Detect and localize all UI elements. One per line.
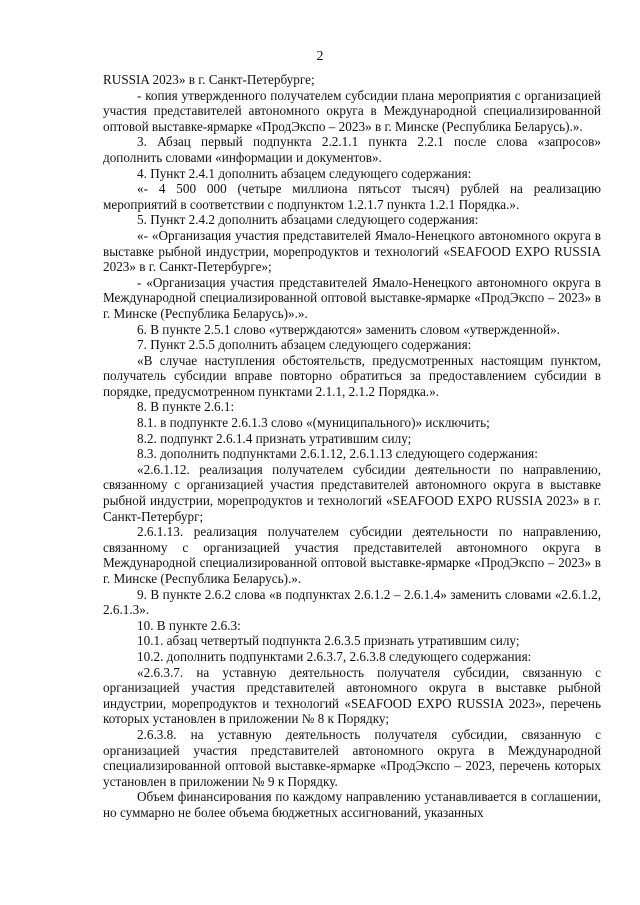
paragraph: 2.6.3.8. на уставную деятельность получателя субсидии, связанную с организацией участия представителей автономного округа в Международной специализированной оптовой выставке-ярмарке «ПродЭкспо – 2023, перечень которых установлен в приложении № 9 к Порядку.	[103, 726, 601, 789]
paragraph: «В случае наступления обстоятельств, предусмотренных настоящим пунктом, получатель субсидии вправе повторно обратиться за предоставлением субсидии в порядке, предусмотренном пунктами 2.1.1, 2.1.2 Порядка.».	[103, 352, 601, 399]
paragraph: 4. Пункт 2.4.1 дополнить абзацем следующего содержания:	[137, 165, 472, 181]
paragraph: 8.2. подпункт 2.6.1.4 признать утратившим силу;	[137, 430, 412, 446]
document-body	[103, 72, 601, 821]
page-number: 2	[316, 49, 324, 64]
paragraph: 9. В пункте 2.6.2 слова «в подпунктах 2.6.1.2 – 2.6.1.4» заменить словами «2.6.1.2, 2.6.1.3».	[103, 586, 601, 618]
paragraph: 8. В пункте 2.6.1:	[137, 399, 235, 415]
paragraph: 3. Абзац первый подпункта 2.2.1.1 пункта 2.2.1 после слова «запросов» дополнить словами «информации и документов».	[103, 134, 601, 165]
paragraph: 5. Пункт 2.4.2 дополнить абзацами следующего содержания:	[137, 212, 479, 228]
paragraph: - копия утвержденного получателем субсидии плана мероприятия с организацией участия представителей автономного округа в Международной специализированной оптовой выставке-ярмарке «ПродЭкспо – 2023» в г. Минске (Республика Беларусь).».	[103, 87, 601, 134]
paragraph: 10.1. абзац четвертый подпункта 2.6.3.5 признать утратившим силу;	[137, 633, 520, 649]
paragraph: «- 4 500 000 (четыре миллиона пятьсот тысяч) рублей на реализацию мероприятий в соответствии с подпунктом 1.2.1.7 пункта 1.2.1 Порядка.».	[103, 181, 601, 212]
paragraph: «- «Организация участия представителей Ямало-Ненецкого автономного округа в выставке рыбной индустрии, морепродуктов и технологий «SEAFOOD EXPO RUSSIA 2023» в г. Санкт-Петербурге»;	[103, 227, 601, 275]
paragraph: 6. В пункте 2.5.1 слово «утверждаются» заменить словом «утвержденной».	[137, 321, 560, 337]
paragraph: «2.6.1.12. реализация получателем субсидии деятельности по направлению, связанному с организацией участия представителей автономного округа в выставке рыбной индустрии, морепродуктов и технологий «SEAFOOD EXPO RUSSIA 2023» в г. Санкт-Петербург;	[103, 461, 601, 524]
paragraph: «2.6.3.7. на уставную деятельность получателя субсидии, связанную с организацией участия представителей автономного округа в выставке рыбной индустрии, морепродуктов и технологий «SEAFOOD EXPO RUSSIA 2023», перечень которых установлен в приложении № 8 к Порядку;	[103, 664, 601, 727]
paragraph: - «Организация участия представителей Ямало-Ненецкого автономного округа в Международной специализированной оптовой выставке-ярмарке «ПродЭкспо – 2023» в г. Минске (Республика Беларусь)».».	[103, 274, 601, 321]
paragraph: 8.1. в подпункте 2.6.1.3 слово «(муниципального)» исключить;	[137, 415, 490, 431]
paragraph: Объем финансирования по каждому направлению устанавливается в соглашении, но суммарно не более объема бюджетных ассигнований, указанных	[103, 789, 601, 820]
paragraph: 8.3. дополнить подпунктами 2.6.1.12, 2.6.1.13 следующего содержания:	[137, 446, 538, 462]
paragraph: 2.6.1.13. реализация получателем субсидии деятельности по направлению, связанному с организацией участия представителей автономного округа в Международной специализированной оптовой выставке-ярмарке «ПродЭкспо – 2023» в г. Минске (Республика Беларусь).».	[103, 524, 601, 586]
paragraph: 10.2. дополнить подпунктами 2.6.3.7, 2.6.3.8 следующего содержания:	[137, 648, 532, 664]
paragraph: 10. В пункте 2.6.3:	[137, 617, 241, 633]
paragraph: RUSSIA 2023» в г. Санкт-Петербурге;	[103, 72, 315, 87]
paragraph: 7. Пункт 2.5.5 дополнить абзацем следующего содержания:	[137, 337, 472, 353]
